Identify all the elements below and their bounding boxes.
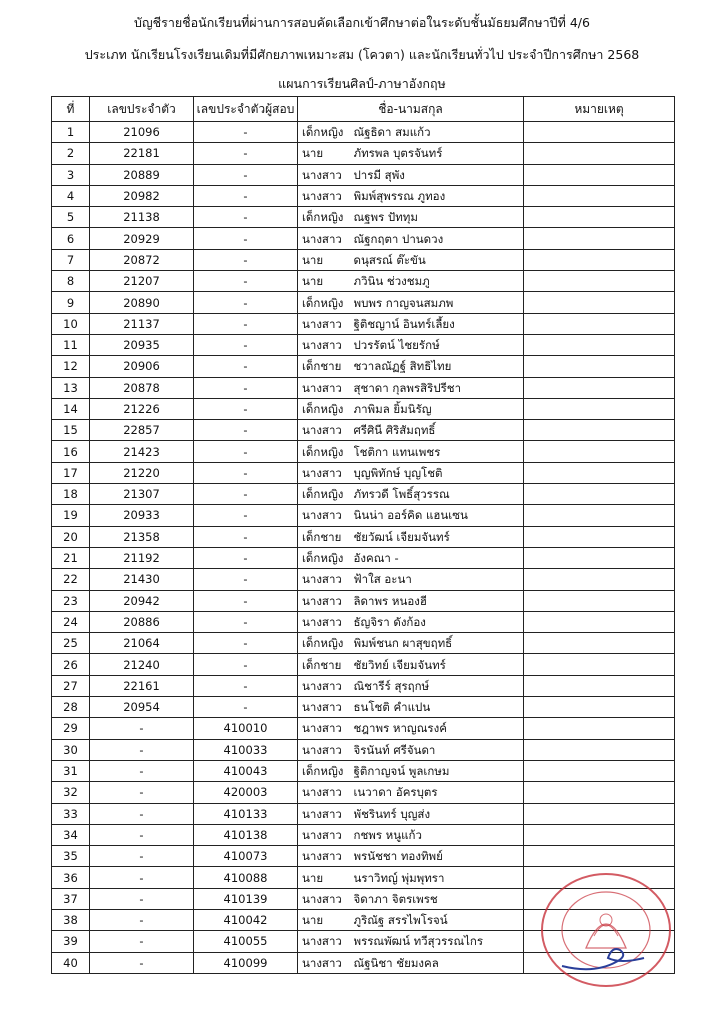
student-id: 21307 [90,484,194,505]
exam-id: - [194,398,298,419]
remark [524,718,675,739]
table-row [52,356,675,377]
student-id: 20942 [90,590,194,611]
student-name: ธัญจิรา ดังก้อง [354,611,524,632]
student-id: 20890 [90,292,194,313]
exam-id: - [194,207,298,228]
student-id: 21064 [90,633,194,654]
student-name: กชพร หนูแก้ว [354,824,524,845]
name-prefix: นางสาว [298,952,354,973]
row-number: 17 [52,462,90,483]
row-number: 16 [52,441,90,462]
name-prefix: นาย [298,271,354,292]
exam-id: - [194,441,298,462]
exam-id: - [194,185,298,206]
name-prefix: เด็กชาย [298,654,354,675]
student-id: - [90,718,194,739]
document-subtitle: ประเภท นักเรียนโรงเรียนเดิมที่มีศักยภาพเหมาะสม (โควตา) และนักเรียนทั่วไป ประจำปีการศึกษา 2568 [84,47,640,62]
name-prefix: เด็กหญิง [298,207,354,228]
row-number: 29 [52,718,90,739]
row-number: 4 [52,185,90,206]
student-id: - [90,867,194,888]
student-name: ภัทรวดี โพธิ์สุวรรณ [354,484,524,505]
exam-id: - [194,292,298,313]
student-id: 22181 [90,143,194,164]
col-header-full-name: ชื่อ-นามสกุล [298,97,524,122]
exam-id: - [194,356,298,377]
student-id: 21138 [90,207,194,228]
school-seal-stamp [524,870,684,990]
remark [524,505,675,526]
remark [524,675,675,696]
remark [524,441,675,462]
student-name: พรนัชชา ทองทิพย์ [354,846,524,867]
student-name: ภาพิมล ยิ้มนิรัญ [354,398,524,419]
row-number: 26 [52,654,90,675]
remark [524,739,675,760]
col-header-student-id: เลขประจำตัว [90,97,194,122]
student-name: พิมพ์สุพรรณ ภูทอง [354,185,524,206]
name-prefix: เด็กหญิง [298,441,354,462]
student-name: ภัทรพล บุตรจันทร์ [354,143,524,164]
row-number: 3 [52,164,90,185]
student-name: พบพร กาญจนสมภพ [354,292,524,313]
remark [524,547,675,568]
student-name: ฟ้าใส อะนา [354,569,524,590]
student-id: 20929 [90,228,194,249]
table-row [52,505,675,526]
name-prefix: นาย [298,143,354,164]
name-prefix: นางสาว [298,739,354,760]
table-row [52,547,675,568]
student-name: ชวาลณัฏฐ์ สิทธิไทย [354,356,524,377]
row-number: 12 [52,356,90,377]
study-plan-label: แผนการเรียนศิลป์-ภาษาอังกฤษ [278,76,446,91]
student-name: ณฐพร ปัททุม [354,207,524,228]
name-prefix: เด็กชาย [298,356,354,377]
table-row [52,824,675,845]
student-id: 22161 [90,675,194,696]
exam-id: - [194,249,298,270]
exam-id: - [194,143,298,164]
name-prefix: เด็กหญิง [298,760,354,781]
name-prefix: เด็กชาย [298,526,354,547]
row-number: 1 [52,122,90,143]
student-id: - [90,909,194,930]
table-row [52,697,675,718]
student-name: ฐิติกาญจน์ พูลเกษม [354,760,524,781]
row-number: 18 [52,484,90,505]
remark [524,654,675,675]
row-number: 10 [52,313,90,334]
remark [524,846,675,867]
remark [524,164,675,185]
table-header-row [52,97,675,122]
exam-id: 410033 [194,739,298,760]
exam-id: - [194,313,298,334]
student-name: ปารมี สุพัง [354,164,524,185]
remark [524,782,675,803]
table-row [52,484,675,505]
row-number: 32 [52,782,90,803]
remark [524,334,675,355]
name-prefix: นาย [298,249,354,270]
name-prefix: นางสาว [298,185,354,206]
exam-id: - [194,697,298,718]
remark [524,484,675,505]
table-row [52,611,675,632]
exam-id: 410055 [194,931,298,952]
table-row [52,122,675,143]
table-row [52,569,675,590]
row-number: 15 [52,420,90,441]
student-id: 21207 [90,271,194,292]
student-name: ชฎาพร หาญณรงค์ [354,718,524,739]
student-id: 21358 [90,526,194,547]
table-row [52,271,675,292]
name-prefix: เด็กหญิง [298,292,354,313]
student-name: ลิดาพร หนองฮี [354,590,524,611]
name-prefix: นางสาว [298,888,354,909]
student-id: - [90,846,194,867]
student-id: 20878 [90,377,194,398]
student-id: - [90,803,194,824]
name-prefix: นางสาว [298,846,354,867]
row-number: 24 [52,611,90,632]
row-number: 14 [52,398,90,419]
exam-id: 410133 [194,803,298,824]
row-number: 5 [52,207,90,228]
table-row [52,334,675,355]
name-prefix: นางสาว [298,334,354,355]
student-name: ฐิติชญาน์ อินทร์เลี้ยง [354,313,524,334]
name-prefix: นางสาว [298,164,354,185]
student-id: 21423 [90,441,194,462]
row-number: 7 [52,249,90,270]
remark [524,143,675,164]
exam-id: - [194,611,298,632]
table-row [52,633,675,654]
remark [524,697,675,718]
row-number: 20 [52,526,90,547]
table-body [52,122,675,974]
student-id: - [90,931,194,952]
name-prefix: นางสาว [298,803,354,824]
name-prefix: นางสาว [298,462,354,483]
student-id: 20954 [90,697,194,718]
document-title: บัญชีรายชื่อนักเรียนที่ผ่านการสอบคัดเลือกเข้าศึกษาต่อในระดับชั้นมัธยมศึกษาปีที่ 4/6 [134,15,590,30]
table-row [52,207,675,228]
row-number: 27 [52,675,90,696]
row-number: 39 [52,931,90,952]
exam-id: 410010 [194,718,298,739]
row-number: 36 [52,867,90,888]
exam-id: 410088 [194,867,298,888]
exam-id: - [194,590,298,611]
name-prefix: นางสาว [298,931,354,952]
table-row [52,185,675,206]
name-prefix: นางสาว [298,675,354,696]
student-id: 20872 [90,249,194,270]
student-name: จิรนันท์ ศรีจันดา [354,739,524,760]
exam-id: - [194,334,298,355]
row-number: 35 [52,846,90,867]
name-prefix: นางสาว [298,611,354,632]
name-prefix: นาย [298,909,354,930]
exam-id: 410073 [194,846,298,867]
student-id: 21226 [90,398,194,419]
student-id: - [90,824,194,845]
row-number: 13 [52,377,90,398]
remark [524,590,675,611]
remark [524,803,675,824]
name-prefix: นางสาว [298,505,354,526]
remark [524,377,675,398]
exam-id: - [194,377,298,398]
name-prefix: นางสาว [298,377,354,398]
student-name: ชัยวัฒน์ เจียมจันทร์ [354,526,524,547]
exam-id: - [194,505,298,526]
student-name: อังคณา - [354,547,524,568]
table-row [52,739,675,760]
col-header-no: ที่ [52,97,90,122]
table-row [52,377,675,398]
row-number: 25 [52,633,90,654]
exam-id: 410043 [194,760,298,781]
remark [524,313,675,334]
table-row [52,143,675,164]
remark [524,207,675,228]
table-row [52,654,675,675]
remark [524,569,675,590]
row-number: 6 [52,228,90,249]
name-prefix: นางสาว [298,420,354,441]
student-id: 21430 [90,569,194,590]
student-list-table [51,96,675,974]
exam-id: 410138 [194,824,298,845]
student-id: 20886 [90,611,194,632]
table-row [52,782,675,803]
exam-id: - [194,569,298,590]
student-name: บุญพิทักษ์ บุญโชติ [354,462,524,483]
name-prefix: นางสาว [298,313,354,334]
remark [524,398,675,419]
student-name: พรรณพัฒน์ ทวีสุวรรณไกร [354,931,524,952]
table-row [52,718,675,739]
table-row [52,398,675,419]
student-id: - [90,952,194,973]
name-prefix: นางสาว [298,824,354,845]
student-name: ภวินิน ช่วงชมภู [354,271,524,292]
table-row [52,803,675,824]
table-row [52,462,675,483]
exam-id: 410042 [194,909,298,930]
name-prefix: นาย [298,867,354,888]
table-row [52,420,675,441]
student-id: 20933 [90,505,194,526]
table-row [52,228,675,249]
name-prefix: นางสาว [298,782,354,803]
table-row [52,590,675,611]
student-id: - [90,760,194,781]
student-id: 21240 [90,654,194,675]
student-name: นราวิทญ์ พุ่มพุทรา [354,867,524,888]
remark [524,228,675,249]
table-row [52,249,675,270]
row-number: 31 [52,760,90,781]
student-name: ณัฐนิชา ชัยมงคล [354,952,524,973]
signature-mark [562,949,644,969]
name-prefix: เด็กหญิง [298,633,354,654]
name-prefix: นางสาว [298,228,354,249]
student-name: ดนุสรณ์ ต๊ะขัน [354,249,524,270]
student-id: 21192 [90,547,194,568]
student-id: - [90,739,194,760]
remark [524,122,675,143]
name-prefix: นางสาว [298,718,354,739]
name-prefix: เด็กหญิง [298,122,354,143]
row-number: 37 [52,888,90,909]
exam-id: - [194,633,298,654]
col-header-remarks: หมายเหตุ [524,97,675,122]
remark [524,611,675,632]
student-name: ภูริณัฐ สรรไพโรจน์ [354,909,524,930]
exam-id: - [194,654,298,675]
exam-id: - [194,526,298,547]
exam-id: - [194,228,298,249]
exam-id: - [194,122,298,143]
row-number: 19 [52,505,90,526]
name-prefix: เด็กหญิง [298,547,354,568]
student-name: ศรีศินี ศิริสัมฤทธิ์ [354,420,524,441]
student-name: ชัยวิทย์ เจียมจันทร์ [354,654,524,675]
exam-id: - [194,462,298,483]
table-row [52,164,675,185]
row-number: 8 [52,271,90,292]
remark [524,824,675,845]
student-name: นินน่า ออร์คิด แฮนเซน [354,505,524,526]
row-number: 34 [52,824,90,845]
table-row [52,441,675,462]
row-number: 23 [52,590,90,611]
student-name: เนวาดา อัครบุตร [354,782,524,803]
row-number: 2 [52,143,90,164]
remark [524,420,675,441]
student-name: ณัฐกฤตา ปานดวง [354,228,524,249]
student-id: 20906 [90,356,194,377]
exam-id: - [194,675,298,696]
remark [524,633,675,654]
exam-id: - [194,164,298,185]
exam-id: 410139 [194,888,298,909]
exam-id: 410099 [194,952,298,973]
row-number: 9 [52,292,90,313]
remark [524,526,675,547]
student-id: 21137 [90,313,194,334]
row-number: 21 [52,547,90,568]
row-number: 40 [52,952,90,973]
table-row [52,526,675,547]
table-row [52,760,675,781]
student-name: จิดาภา จิตรเพรช [354,888,524,909]
row-number: 30 [52,739,90,760]
remark [524,249,675,270]
remark [524,271,675,292]
student-name: โชติกา แทนเพชร [354,441,524,462]
exam-id: - [194,484,298,505]
remark [524,185,675,206]
student-name: สุชาดา กุลพรสิริปรีชา [354,377,524,398]
name-prefix: นางสาว [298,590,354,611]
student-id: 21220 [90,462,194,483]
name-prefix: นางสาว [298,697,354,718]
table-row [52,313,675,334]
student-name: ณัฐธิดา สมแก้ว [354,122,524,143]
row-number: 38 [52,909,90,930]
student-name: พิมพ์ชนก ผาสุขฤทธิ์ [354,633,524,654]
student-id: 22857 [90,420,194,441]
table-row [52,675,675,696]
name-prefix: เด็กหญิง [298,398,354,419]
exam-id: - [194,547,298,568]
student-id: 21096 [90,122,194,143]
student-id: - [90,888,194,909]
student-id: - [90,782,194,803]
row-number: 33 [52,803,90,824]
name-prefix: นางสาว [298,569,354,590]
exam-id: 420003 [194,782,298,803]
table-row [52,846,675,867]
col-header-exam-id: เลขประจำตัวผู้สอบ [194,97,298,122]
row-number: 11 [52,334,90,355]
row-number: 28 [52,697,90,718]
student-id: 20982 [90,185,194,206]
table-row [52,292,675,313]
student-id: 20935 [90,334,194,355]
row-number: 22 [52,569,90,590]
remark [524,356,675,377]
student-name: ปวรรัตน์ ไชยรักษ์ [354,334,524,355]
student-name: พัชรินทร์ บุญส่ง [354,803,524,824]
name-prefix: เด็กหญิง [298,484,354,505]
exam-id: - [194,271,298,292]
remark [524,462,675,483]
remark [524,292,675,313]
student-name: ณิชารีร์ สุรฤกษ์ [354,675,524,696]
remark [524,760,675,781]
exam-id: - [194,420,298,441]
student-id: 20889 [90,164,194,185]
student-name: ธนโชติ คำแปน [354,697,524,718]
